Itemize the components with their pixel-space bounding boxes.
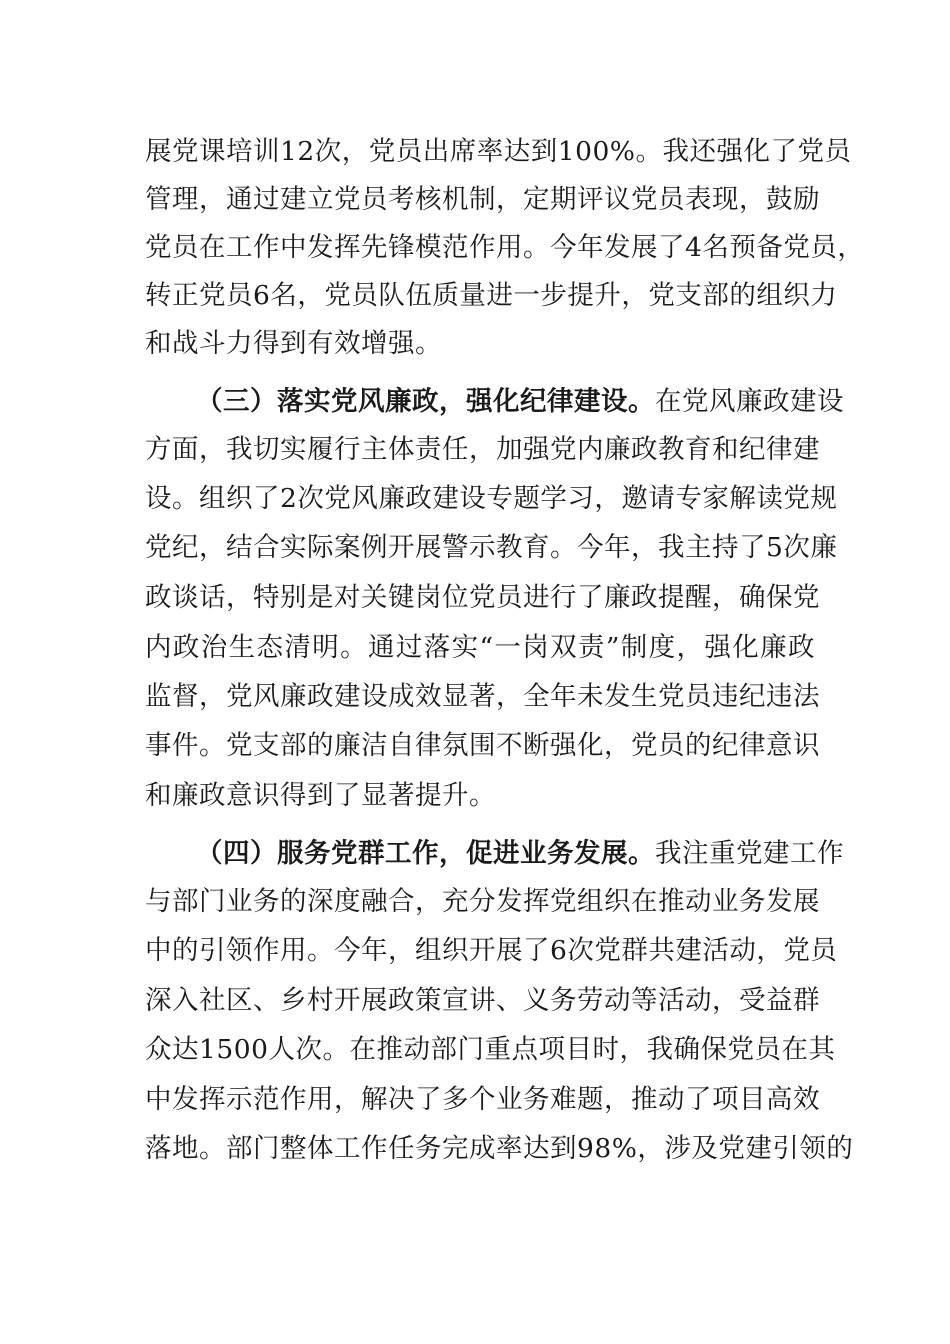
paragraph-line: 内政治生态清明。通过落实“一岗双责”制度，强化廉政 bbox=[145, 632, 815, 663]
paragraph-line: 事件。党支部的廉洁自律氛围不断强化，党员的纪律意识 bbox=[145, 730, 820, 761]
paragraph-line: 展党课培训12次，党员出席率达到100%。我还强化了党员 bbox=[145, 136, 852, 167]
paragraph-line: 方面，我切实履行主体责任，加强党内廉政教育和纪律建 bbox=[145, 434, 820, 465]
section-3-heading: （三）落实党风廉政，强化纪律建设。 bbox=[196, 386, 655, 417]
paragraph-line: 和战斗力得到有效增强。 bbox=[145, 328, 442, 359]
section-3-first-line-text: 在党风廉政建设 bbox=[655, 386, 844, 417]
paragraph-line: 与部门业务的深度融合，充分发挥党组织在推动业务发展 bbox=[145, 886, 820, 917]
section-4-first-line bbox=[196, 829, 844, 879]
paragraph-line: 落地。部门整体工作任务完成率达到98%，涉及党建引领的 bbox=[145, 1133, 854, 1164]
paragraph-line: 转正党员6名，党员队伍质量进一步提升，党支部的组织力 bbox=[145, 280, 838, 311]
section-4-first-line-text: 我注重党建工作 bbox=[655, 838, 844, 869]
paragraph-line: 中的引领作用。今年，组织开展了6次党群共建活动，党员 bbox=[145, 935, 838, 966]
section-4-heading: （四）服务党群工作，促进业务发展。 bbox=[196, 838, 655, 869]
paragraph-line: 众达1500人次。在推动部门重点项目时，我确保党员在其 bbox=[145, 1034, 836, 1065]
paragraph-line: 党纪，结合实际案例开展警示教育。今年，我主持了5次廉 bbox=[145, 532, 838, 563]
paragraph-line: 政谈话，特别是对关键岗位党员进行了廉政提醒，确保党 bbox=[145, 582, 820, 613]
paragraph-line: 管理，通过建立党员考核机制，定期评议党员表现，鼓励 bbox=[145, 184, 820, 215]
paragraph-line: 和廉政意识得到了显著提升。 bbox=[145, 780, 496, 811]
paragraph-line: 深入社区、乡村开展政策宣讲、义务劳动等活动，受益群 bbox=[145, 985, 820, 1016]
section-3-first-line bbox=[196, 377, 844, 427]
paragraph-line: 监督，党风廉政建设成效显著，全年未发生党员违纪违法 bbox=[145, 681, 820, 712]
paragraph-line: 党员在工作中发挥先锋模范作用。今年发展了4名预备党员， bbox=[145, 232, 865, 263]
paragraph-line: 设。组织了2次党风廉政建设专题学习，邀请专家解读党规 bbox=[145, 483, 838, 514]
paragraph-line: 中发挥示范作用，解决了多个业务难题，推动了项目高效 bbox=[145, 1084, 820, 1115]
